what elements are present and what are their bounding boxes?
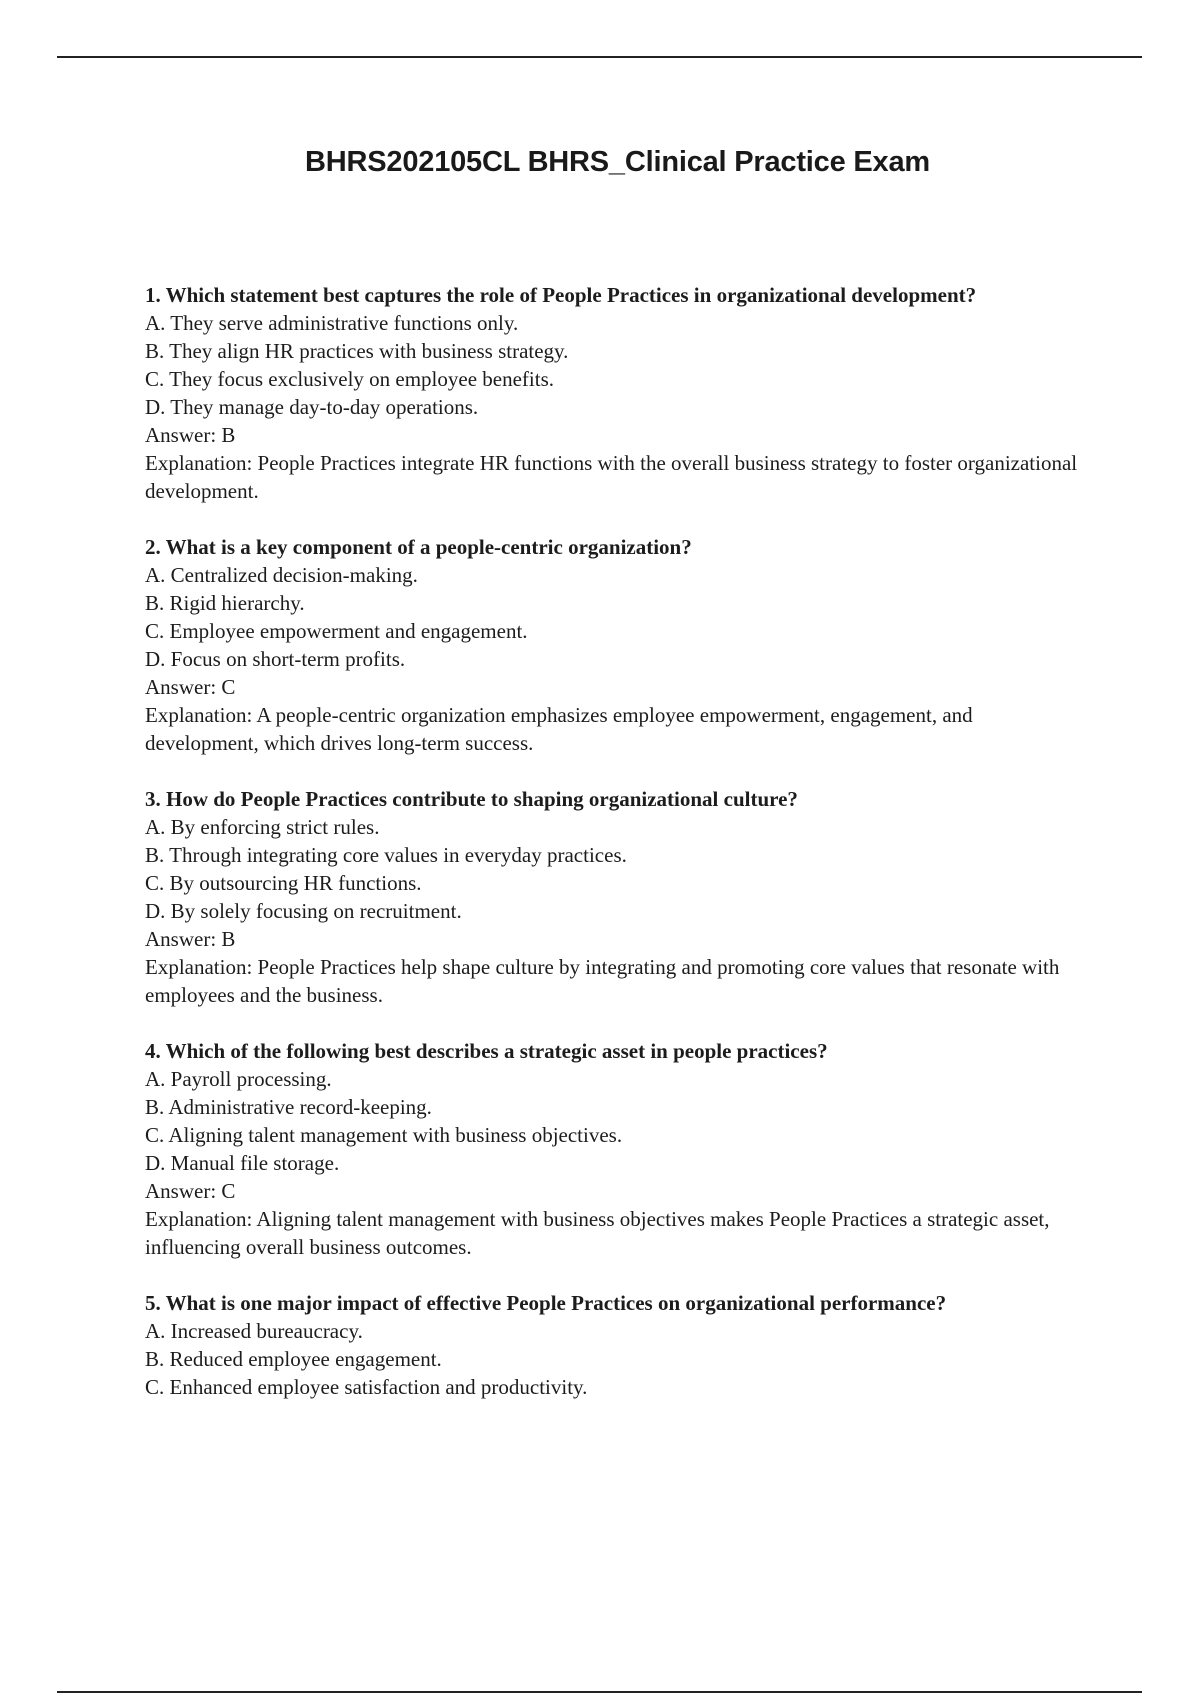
answer: Answer: B <box>145 423 236 447</box>
page-title: BHRS202105CL BHRS_Clinical Practice Exam <box>305 146 930 178</box>
option-c: C. Employee empowerment and engagement. <box>145 619 528 643</box>
explanation: Explanation: A people-centric organization emphasizes employee empowerment, engagement, and development, which drives long-term success. <box>145 703 973 755</box>
answer: Answer: C <box>145 675 236 699</box>
option-a: A. Centralized decision-making. <box>145 563 418 587</box>
option-b: B. They align HR practices with business strategy. <box>145 339 569 363</box>
option-d: D. Focus on short-term profits. <box>145 647 406 671</box>
option-b: B. Reduced employee engagement. <box>145 1347 442 1371</box>
top-divider <box>57 56 1142 58</box>
question-text: 1. Which statement best captures the role of People Practices in organizational development? <box>145 283 977 307</box>
explanation: Explanation: People Practices help shape culture by integrating and promoting core values that resonate with employees and the business. <box>145 955 1060 1007</box>
question-text: 4. Which of the following best describes a strategic asset in people practices? <box>145 1039 828 1063</box>
option-c: C. Aligning talent management with business objectives. <box>145 1123 623 1147</box>
option-c: C. Enhanced employee satisfaction and productivity. <box>145 1375 588 1399</box>
option-d: D. They manage day-to-day operations. <box>145 395 479 419</box>
bottom-divider <box>57 1691 1142 1693</box>
option-c: C. They focus exclusively on employee benefits. <box>145 367 555 391</box>
question-5 <box>145 1289 1085 1401</box>
answer: Answer: C <box>145 1179 236 1203</box>
option-c: C. By outsourcing HR functions. <box>145 871 422 895</box>
question-text: 5. What is one major impact of effective People Practices on organizational performance? <box>145 1291 947 1315</box>
option-d: D. By solely focusing on recruitment. <box>145 899 462 923</box>
explanation: Explanation: Aligning talent management with business objectives makes People Practices a strategic asset, influencing overall business outcomes. <box>145 1207 1050 1259</box>
option-a: A. Payroll processing. <box>145 1067 332 1091</box>
question-text: 3. How do People Practices contribute to shaping organizational culture? <box>145 787 798 811</box>
option-b: B. Rigid hierarchy. <box>145 591 305 615</box>
option-a: A. By enforcing strict rules. <box>145 815 380 839</box>
question-4 <box>145 1037 1085 1261</box>
answer: Answer: B <box>145 927 236 951</box>
question-2 <box>145 533 1085 757</box>
question-3 <box>145 785 1085 1009</box>
question-text: 2. What is a key component of a people-centric organization? <box>145 535 692 559</box>
question-list <box>145 281 1085 1429</box>
option-b: B. Through integrating core values in everyday practices. <box>145 843 627 867</box>
option-a: A. They serve administrative functions only. <box>145 311 519 335</box>
question-1 <box>145 281 1085 505</box>
explanation: Explanation: People Practices integrate HR functions with the overall business strategy to foster organizational development. <box>145 451 1078 503</box>
option-d: D. Manual file storage. <box>145 1151 340 1175</box>
option-b: B. Administrative record-keeping. <box>145 1095 432 1119</box>
option-a: A. Increased bureaucracy. <box>145 1319 363 1343</box>
